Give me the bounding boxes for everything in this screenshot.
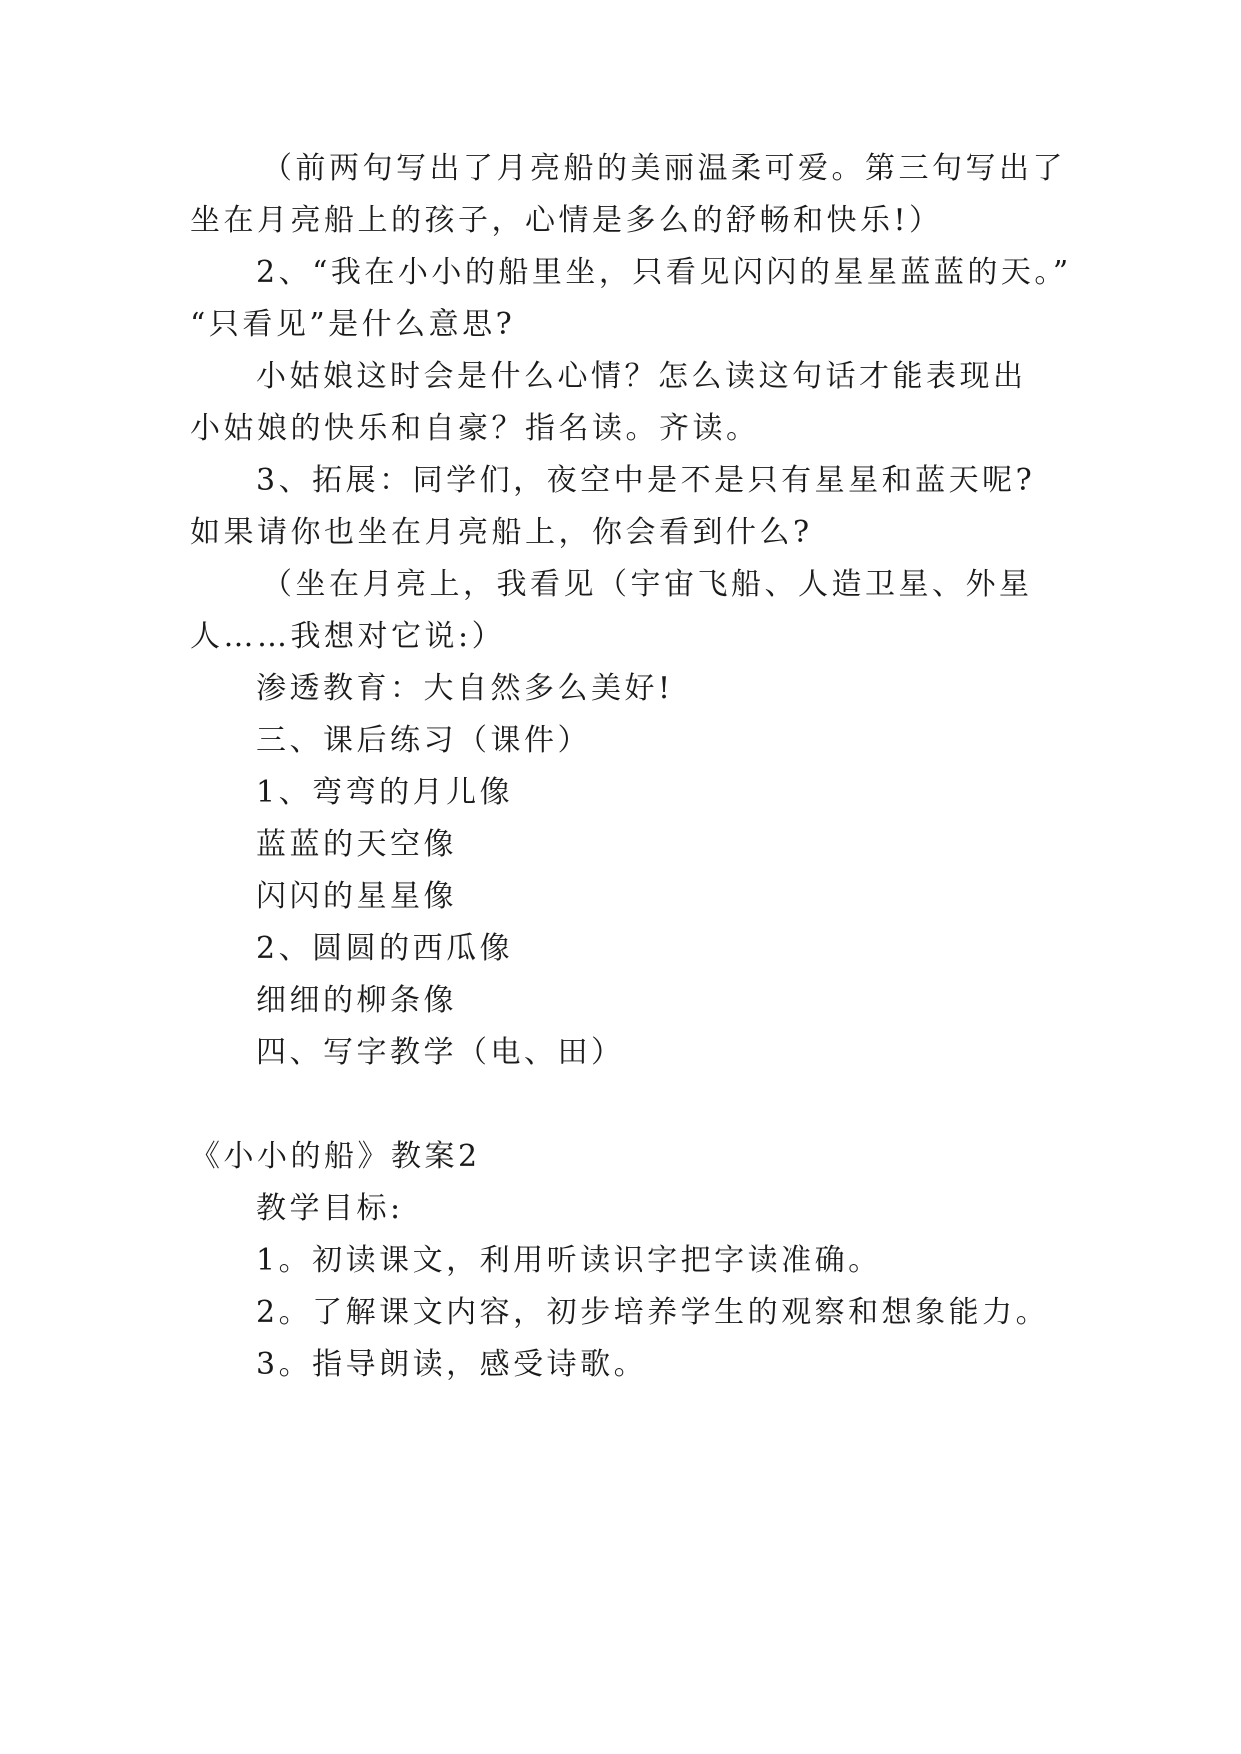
- paragraph-line: 1、弯弯的月儿像: [256, 775, 514, 810]
- paragraph-line: 3、拓展：同学们，夜空中是不是只有星星和蓝天呢?: [256, 463, 1036, 498]
- paragraph-line: 蓝蓝的天空像: [256, 827, 457, 862]
- paragraph-line: 2。了解课文内容，初步培养学生的观察和想象能力。: [256, 1295, 1050, 1330]
- paragraph-line: 如果请你也坐在月亮船上，你会看到什么?: [190, 515, 813, 550]
- paragraph-line: 2、“我在小小的船里坐，只看见闪闪的星星蓝蓝的天。”: [256, 255, 1072, 290]
- paragraph-line: 2、圆圆的西瓜像: [256, 931, 514, 966]
- paragraph-line: “只看见”是什么意思?: [190, 307, 516, 342]
- paragraph-line: 三、课后练习（课件）: [256, 723, 591, 758]
- paragraph-line: 细细的柳条像: [256, 983, 457, 1018]
- paragraph-line: （坐在月亮上，我看见（宇宙飞船、人造卫星、外星: [262, 567, 1033, 602]
- paragraph-line: 闪闪的星星像: [256, 879, 457, 914]
- section-title: 《小小的船》教案2: [190, 1139, 481, 1174]
- paragraph-line: （前两句写出了月亮船的美丽温柔可爱。第三句写出了: [262, 151, 1066, 186]
- paragraph-line: 渗透教育：大自然多么美好!: [256, 671, 674, 706]
- paragraph-line: 小姑娘的快乐和自豪？指名读。齐读。: [190, 411, 760, 446]
- paragraph-line: 人……我想对它说:）: [190, 619, 506, 654]
- paragraph-line: 坐在月亮船上的孩子，心情是多么的舒畅和快乐!）: [190, 203, 943, 238]
- paragraph-line: 四、写字教学（电、田）: [256, 1035, 625, 1070]
- paragraph-line: 小姑娘这时会是什么心情？怎么读这句话才能表现出: [256, 359, 1027, 394]
- paragraph-line: 教学目标:: [256, 1191, 404, 1226]
- paragraph-line: 1。初读课文，利用听读识字把字读准确。: [256, 1243, 882, 1278]
- paragraph-line: 3。指导朗读，感受诗歌。: [256, 1347, 648, 1382]
